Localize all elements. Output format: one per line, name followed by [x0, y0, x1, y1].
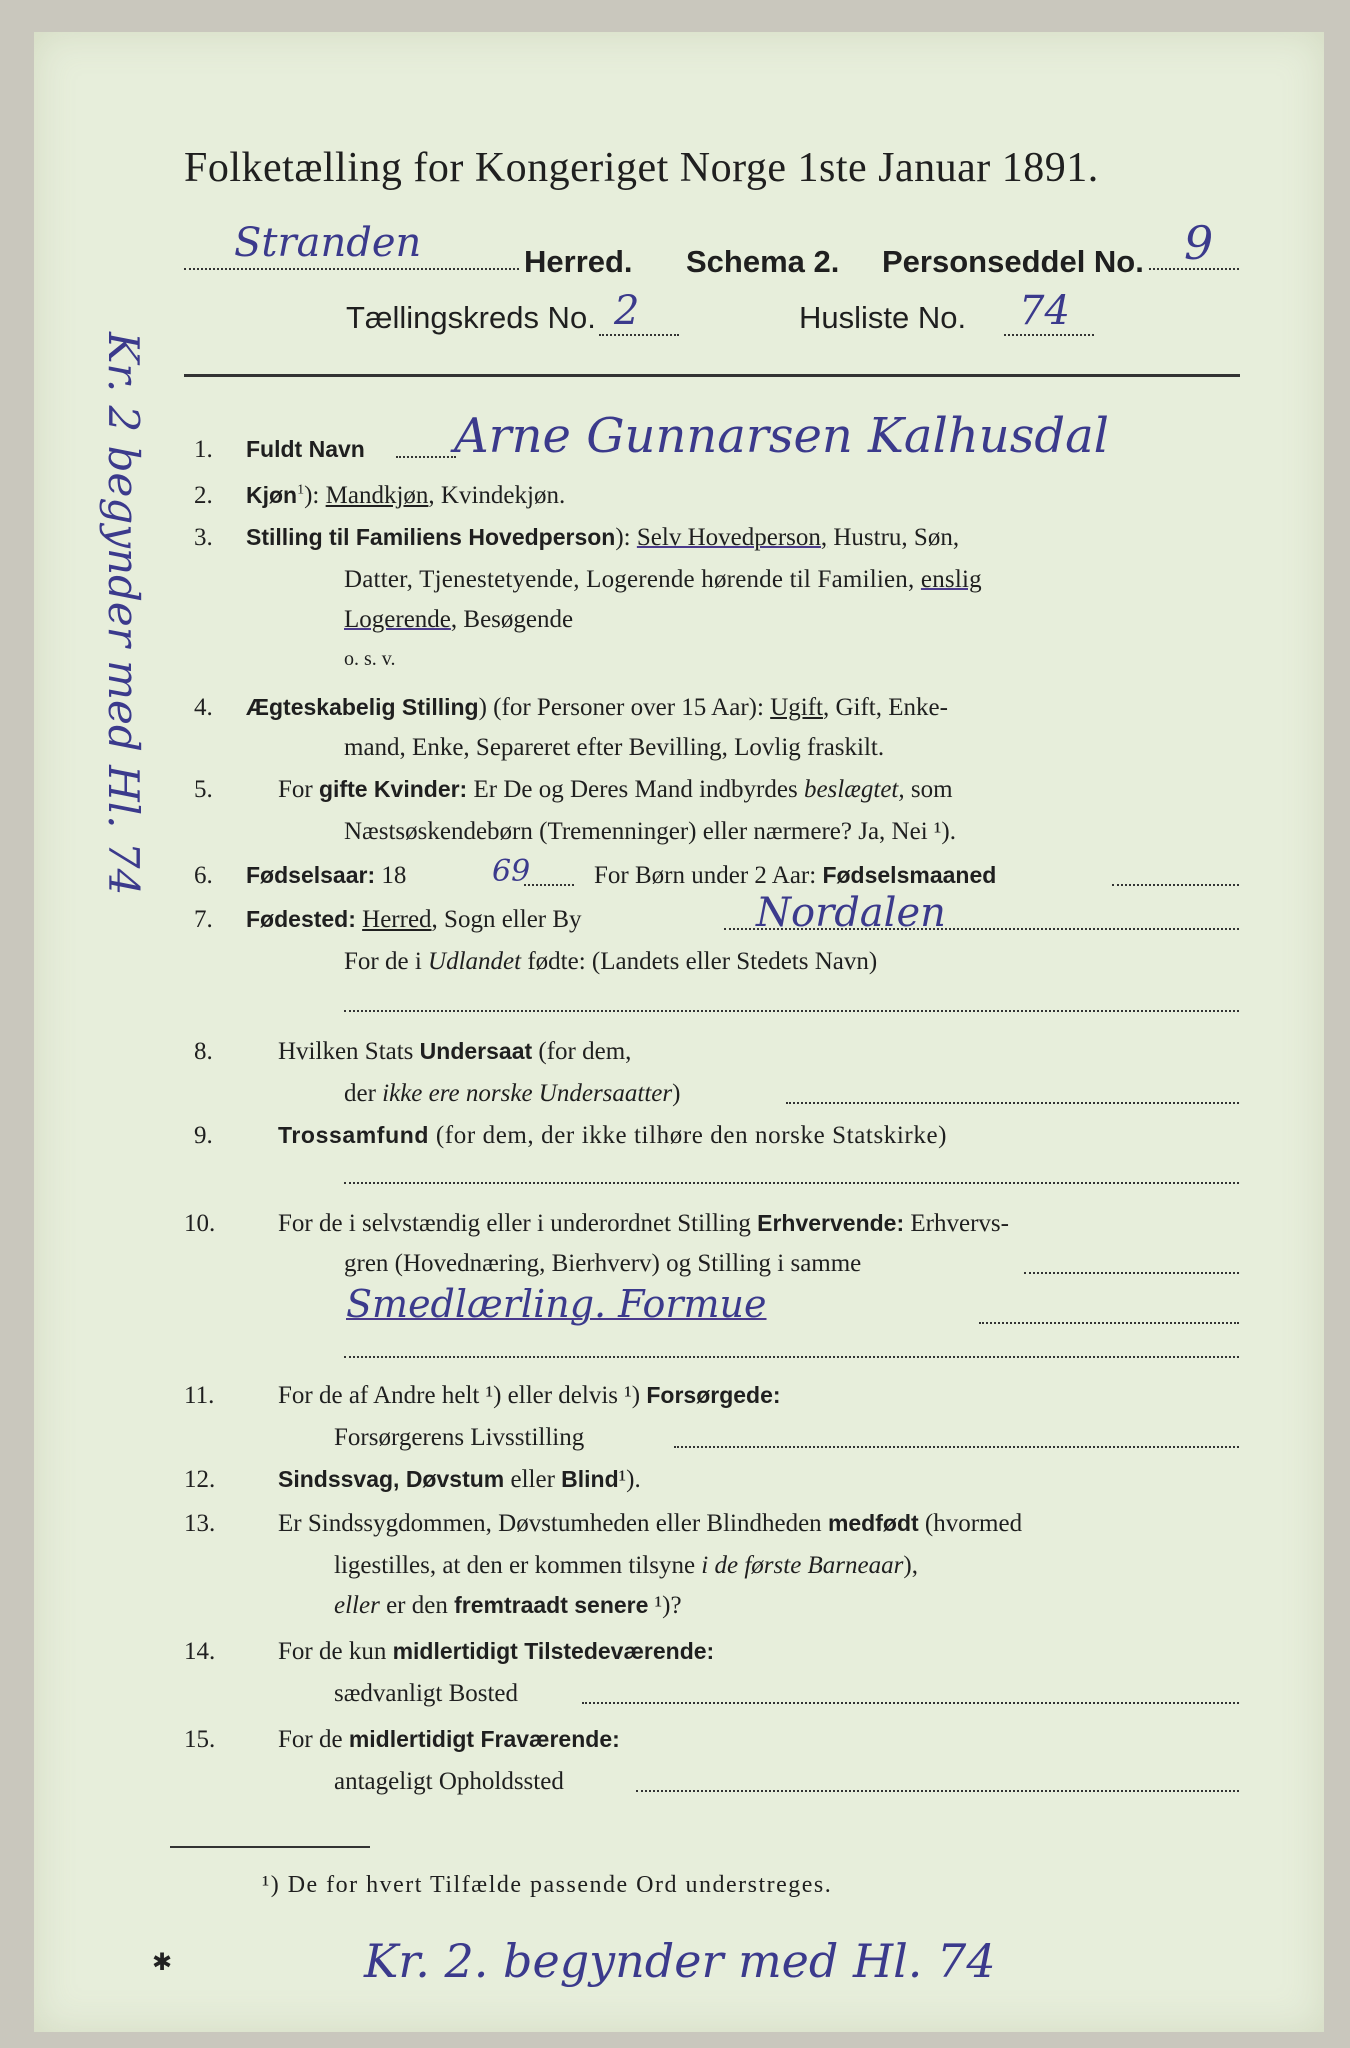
kreds-label: Tællingskreds No. — [346, 300, 596, 335]
q10-dots — [1024, 1272, 1239, 1274]
q1-number: 1. — [194, 436, 213, 463]
q10-dots2 — [979, 1322, 1239, 1324]
q3-line3 — [344, 606, 573, 634]
q8-number: 8. — [194, 1038, 213, 1065]
schema-label: Schema 2. — [686, 244, 840, 279]
q13-a: Er Sindssygdommen, Døvstumheden eller Blindheden — [278, 1510, 828, 1537]
q15-a: For de — [278, 1726, 349, 1753]
herred-label: Herred. — [524, 244, 633, 279]
q11-label: Forsørgede: — [646, 1382, 781, 1408]
q5-b: Er De og Deres Mand indbyrdes — [467, 776, 804, 803]
bottom-note: Kr. 2. begynder med Hl. 74 — [364, 1934, 996, 1988]
personseddel-label: Personseddel No. — [882, 244, 1144, 279]
q14-number: 14. — [184, 1638, 216, 1665]
q7-line1 — [246, 906, 582, 934]
q4-c: , Gift, Enke- — [822, 694, 948, 721]
q7-b: , Sogn eller By — [431, 906, 582, 933]
q13-b: (hvormed — [918, 1510, 1023, 1537]
q12-text: eller — [504, 1466, 562, 1493]
q14-line1 — [278, 1638, 714, 1666]
q6-pre: 18 — [375, 862, 407, 889]
q11-line1 — [278, 1382, 781, 1410]
q13-label: medfødt — [827, 1510, 919, 1536]
herred-value: Stranden — [234, 220, 422, 266]
q14-dots — [582, 1702, 1239, 1704]
q3-option-logerende: Logerende — [344, 606, 451, 633]
q15-label: midlertidigt Fraværende: — [348, 1726, 620, 1752]
q3-option-selv: Selv Hovedperson, — [636, 524, 828, 551]
q9-line — [278, 1122, 947, 1150]
q5-c: beslægtet, — [803, 776, 905, 803]
q13-l2c: ), — [903, 1552, 918, 1579]
q8-line2: der ikke ere norske Undersaatter) — [344, 1080, 681, 1107]
q7-l2c: fødte: (Landets eller Stedets Navn) — [521, 948, 878, 975]
q8-b: (for dem, — [532, 1038, 632, 1065]
q6-label2: Fødselsmaaned — [822, 862, 997, 888]
q10-value: Smedlærling. Formue — [346, 1282, 767, 1326]
q3-line2 — [344, 566, 982, 594]
q1-dots — [396, 456, 456, 458]
q5-number: 5. — [194, 776, 213, 803]
q13-number: 13. — [184, 1510, 216, 1537]
q3-line1 — [246, 524, 959, 552]
q7-l2b: Udlandet — [428, 948, 522, 975]
personseddel-dots — [1149, 268, 1239, 270]
q7-label: Fødested: — [246, 906, 356, 932]
q2-number: 2. — [194, 482, 213, 509]
q4-a: ) (for Personer over 15 Aar): — [478, 694, 771, 721]
q9-dots — [344, 1182, 1239, 1184]
q5-a: For — [278, 776, 319, 803]
q15-line2: antageligt Opholdssted — [334, 1768, 564, 1795]
q10-line2: gren (Hovednæring, Bierhverv) og Stilling i samme — [344, 1250, 862, 1277]
q8-l2a: der — [344, 1080, 383, 1107]
q5-label: gifte Kvinder: — [318, 776, 468, 802]
q13-line1 — [278, 1510, 1022, 1538]
q5-d: som — [904, 776, 953, 803]
q1-value: Arne Gunnarsen Kalhusdal — [454, 408, 1110, 464]
personseddel-value: 9 — [1184, 216, 1214, 270]
q6-dots — [524, 884, 574, 886]
q11-dots — [674, 1446, 1239, 1448]
q10-number: 10. — [184, 1210, 216, 1237]
q7-line2 — [344, 948, 877, 976]
q6-value: 69 — [492, 854, 531, 889]
kreds-value: 2 — [614, 288, 640, 334]
q6-number: 6. — [194, 862, 213, 889]
q2-a: ): — [304, 482, 326, 509]
q9-label: Trossamfund — [278, 1122, 430, 1148]
q14-label: midlertidigt Tilstedeværende: — [392, 1638, 715, 1664]
q8-line1 — [278, 1038, 631, 1066]
q12-end: ¹). — [618, 1466, 641, 1493]
q2-label: Kjøn — [246, 482, 298, 508]
husliste-dots — [1004, 334, 1094, 336]
q1-label: Fuldt Navn — [246, 436, 365, 462]
page-title: Folketælling for Kongeriget Norge 1ste Januar 1891. — [184, 145, 1099, 191]
q12-line — [278, 1466, 641, 1494]
q15-line1 — [278, 1726, 620, 1754]
q15-number: 15. — [184, 1726, 216, 1753]
q5-line1 — [278, 776, 953, 804]
q2-text — [246, 482, 565, 510]
q6-label: Fødselsaar: — [246, 862, 376, 888]
q14-a: For de kun — [278, 1638, 393, 1665]
q14-line2: sædvanligt Bosted — [334, 1680, 519, 1707]
q15-dots — [636, 1790, 1239, 1792]
q9-text: (for dem, der ikke tilhøre den norske Statskirke) — [429, 1122, 948, 1149]
q3-number: 3. — [194, 524, 213, 551]
q4-number: 4. — [194, 694, 213, 721]
q8-label: Undersaat — [419, 1038, 533, 1064]
q11-a: For de af Andre helt ¹) eller delvis ¹) — [278, 1382, 647, 1409]
q10-b: Erhvervs- — [904, 1210, 1009, 1237]
q8-a: Hvilken Stats — [278, 1038, 420, 1065]
q6-line2 — [594, 862, 996, 890]
q2-option-mandkjon: Mandkjøn — [325, 482, 429, 509]
q8-l2b: ikke ere norske Undersaatter — [382, 1080, 673, 1107]
husliste-label: Husliste No. — [799, 300, 967, 335]
herred-dots — [184, 268, 519, 270]
q6-line — [246, 862, 406, 890]
kreds-dots — [599, 334, 679, 336]
q10-a: For de i selvstændig eller i underordnet Stilling — [278, 1210, 758, 1237]
q4-option-ugift: Ugift — [770, 694, 823, 721]
footnote-rule — [170, 1846, 370, 1848]
q3-line4: o. s. v. — [344, 648, 396, 670]
q6-dots2 — [1112, 884, 1239, 886]
q13-l2a: ligestilles, at den er kommen tilsyne — [334, 1552, 702, 1579]
q7-value: Nordalen — [756, 890, 946, 936]
q13-label2: fremtraadt senere — [454, 1592, 649, 1618]
q3-l2a: Datter, Tjenestetyende, Logerende hørende til Familien, — [344, 566, 921, 593]
q7-dots — [724, 928, 1239, 930]
q12-label-a: Sindssvag, Døvstum — [278, 1466, 505, 1492]
husliste-value: 74 — [1019, 288, 1070, 334]
asterisk-mark: ✱ — [152, 1950, 173, 1976]
q7-number: 7. — [194, 906, 213, 933]
q2-c: , Kvindekjøn. — [428, 482, 566, 509]
q13-line2 — [334, 1552, 918, 1580]
q8-dots — [786, 1102, 1239, 1104]
q7-l2a: For de i — [344, 948, 429, 975]
census-form — [34, 32, 1324, 2032]
q13-l3a: eller — [334, 1592, 380, 1619]
footnote: ¹) De for hvert Tilfælde passende Ord understreges. — [262, 1872, 833, 1898]
q6-text: For Børn under 2 Aar: — [594, 862, 823, 889]
q2-sup: 1 — [297, 482, 305, 498]
q4-label: Ægteskabelig Stilling — [246, 694, 479, 720]
q3-option-enslig: enslig — [920, 566, 982, 593]
q10-dots3 — [344, 1356, 1239, 1358]
q12-number: 12. — [184, 1466, 216, 1493]
q13-l3c: ¹)? — [648, 1592, 682, 1619]
q7-dots2 — [344, 1010, 1239, 1012]
q5-line2: Næstsøskendebørn (Tremenninger) eller nærmere? Ja, Nei ¹). — [344, 818, 956, 845]
q11-number: 11. — [184, 1382, 215, 1409]
q4-line1 — [246, 694, 948, 722]
header-rule — [184, 374, 1240, 377]
q12-label-b: Blind — [561, 1466, 619, 1492]
q11-line2: Forsørgerens Livsstilling — [334, 1424, 585, 1451]
q10-label: Erhvervende: — [757, 1210, 905, 1236]
q13-line3 — [334, 1592, 682, 1620]
q9-number: 9. — [194, 1122, 213, 1149]
q13-l2b: i de første Barneaar — [701, 1552, 904, 1579]
q3-c: Hustru, Søn, — [827, 524, 960, 551]
q3-a: ): — [615, 524, 637, 551]
q7-option-herred: Herred — [362, 906, 432, 933]
q13-l3b: er den — [379, 1592, 455, 1619]
q3-l3b: , Besøgende — [450, 606, 574, 633]
margin-note: Kr. 2 begynder med Hl. 74 — [99, 332, 148, 896]
q10-line1 — [278, 1210, 1009, 1238]
q3-label: Stilling til Familiens Hovedperson — [246, 524, 616, 550]
q4-line2: mand, Enke, Separeret efter Bevilling, Lovlig fraskilt. — [344, 734, 885, 761]
